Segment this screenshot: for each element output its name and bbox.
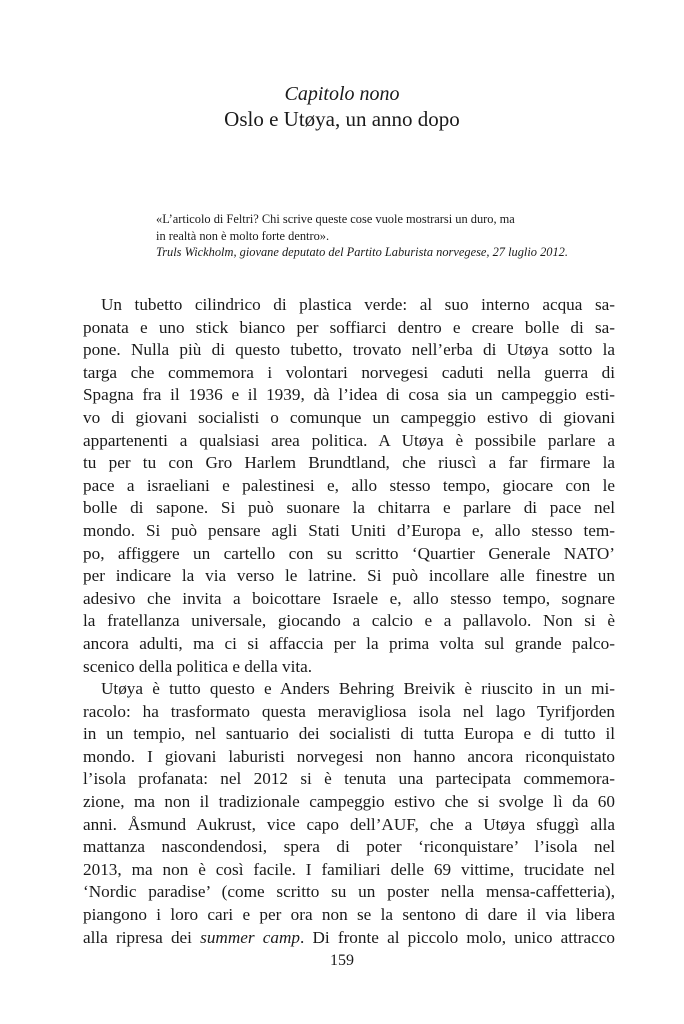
text-line: mondo. I giovani laburisti norvegesi non hanno ancora riconquistato — [83, 746, 615, 766]
text-line: adesivo che invita a boicottare Israele e, allo stesso tempo, sognare — [83, 588, 615, 608]
text-line: tu per tu con Gro Harlem Brundtland, che riuscì a far firmare la — [83, 453, 615, 473]
paragraph — [83, 678, 615, 949]
text-line: Un tubetto cilindrico di plastica verde: al suo interno acqua sa- — [101, 295, 615, 314]
text-line: la fratellanza universale, giocando a calcio e a pallavolo. Non si è — [83, 611, 615, 631]
text-line: mattanza nascondendosi, spera di poter ‘riconquistare’ l’isola nel — [83, 837, 615, 857]
text-line: Spagna fra il 1936 e il 1939, dà l’idea di cosa sia un campeggio esti- — [83, 385, 615, 405]
chapter-title: Oslo e Utøya, un anno dopo — [224, 107, 460, 131]
paragraph — [83, 294, 615, 678]
text-line: scenico della politica e della vita. — [83, 656, 313, 676]
text-line: racolo: ha trasformato questa meravigliosa isola nel lago Tyrifjorden — [83, 701, 615, 721]
epigraph-attribution: Truls Wickholm, giovane deputato del Partito Laburista norvegese, 27 luglio 2012. — [156, 245, 568, 260]
text-segment: . Di fronte al piccolo molo, unico attracco — [299, 927, 615, 947]
epigraph-quote-line: in realtà non è molto forte dentro». — [156, 228, 330, 243]
text-line: per indicare la via verso le latrine. Si può incollare alle finestre un — [83, 566, 615, 586]
text-line: zione, ma non il tradizionale campeggio estivo che si svolge lì da 60 — [83, 792, 615, 812]
text-line: po, affiggere un cartello con su scritto ‘Quartier Generale NATO’ — [83, 543, 615, 563]
text-line: ponata e uno stick bianco per soffiarci dentro e creare bolle di sa- — [83, 317, 615, 337]
italic-phrase: summer camp — [200, 927, 300, 947]
text-line: pace a israeliani e palestinesi e, allo stesso tempo, giocare con le — [83, 475, 615, 495]
text-line: l’isola profanata: nel 2012 si è tenuta una partecipata commemora- — [83, 769, 615, 789]
text-line: appartenenti a qualsiasi area politica. A Utøya è possibile parlare a — [83, 430, 615, 450]
text-line: targa che commemora i volontari norvegesi caduti nella guerra di — [83, 362, 615, 382]
text-line: ancora adulti, ma ci si affaccia per la prima volta sul grande palco- — [83, 633, 615, 653]
page-number: 159 — [330, 952, 354, 969]
body-text — [83, 294, 615, 949]
text-line: vo di giovani socialisti o comunque un campeggio estivo di giovani — [83, 407, 615, 427]
text-line: Utøya è tutto questo e Anders Behring Breivik è riuscito in un mi- — [101, 679, 615, 699]
text-line — [83, 927, 615, 950]
text-segment: alla ripresa dei — [83, 927, 201, 947]
text-line: mondo. Si può pensare agli Stati Uniti d’Europa e, allo stesso tem- — [83, 520, 615, 540]
text-line: in un tempio, nel santuario dei socialisti di tutta Europa e di tutto il — [83, 724, 615, 744]
text-line: piangono i loro cari e per ora non se la sentono di dare il via libera — [83, 905, 615, 925]
chapter-label: Capitolo nono — [284, 83, 400, 105]
epigraph-quote-line: «L’articolo di Feltri? Chi scrive queste cose vuole mostrarsi un duro, ma — [156, 212, 515, 226]
text-line: bolle di sapone. Si può suonare la chitarra e parlare di pace nel — [83, 498, 615, 518]
text-line: 2013, ma non è così facile. I familiari delle 69 vittime, trucidate nel — [83, 859, 615, 879]
text-line: pone. Nulla più di questo tubetto, trovato nell’erba di Utøya sotto la — [83, 340, 615, 360]
epigraph — [156, 211, 606, 261]
text-line: anni. Åsmund Aukrust, vice capo dell’AUF, che a Utøya sfuggì alla — [83, 814, 615, 834]
text-line: ‘Nordic paradise’ (come scritto su un poster nella mensa-caffetteria), — [83, 882, 615, 902]
